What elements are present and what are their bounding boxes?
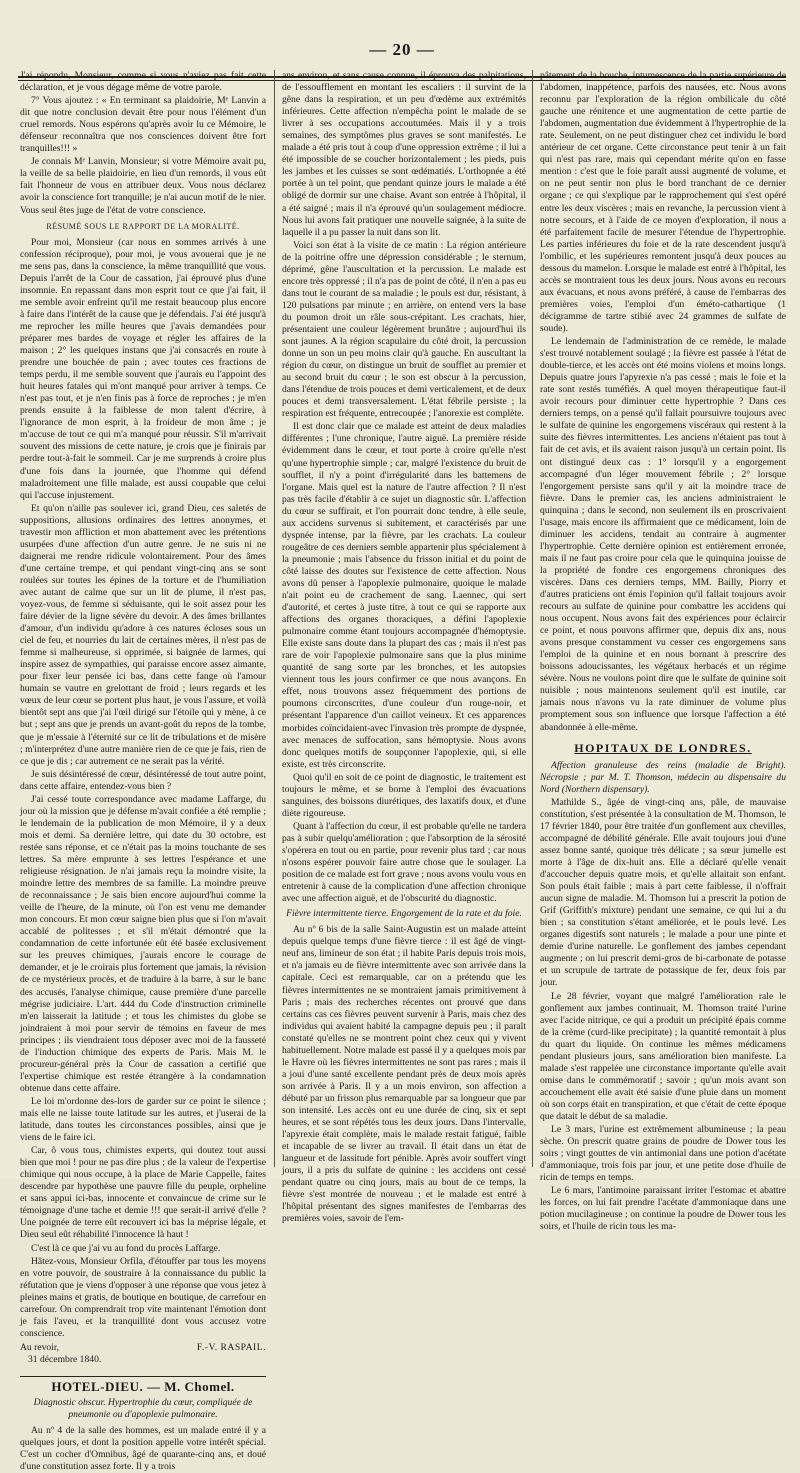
column-divider (532, 70, 533, 1167)
paragraph: Il est donc clair que ce malade est atteint de deux maladies différentes ; l'une chronique, l'autre aiguë. La première réside évidemment dans le cœur, et tout porte à croire qu'elle n'est qu'une hypertrophie simple ; car, malgré l'existence du bruit de soufflet, il n'y a point d'irrégularité dans les battemens de l'organe. Mais quel est la nature de l'autre affection ? Il n'est pas très facile d'établir à ce sujet un diagnostic sûr. L'affection du cœur se suffirait, et l'on pourrait donc tendre, à elle seule, aux accidens survenus si subitement, et caractérisés par une dyspnée intense, par la fièvre, par les crachats. La couleur rougeâtre de ces derniers semble appartenir plus spécialement à la pneumonie ; mais l'absence du frisson initial et du point de côté laisse des doutes sur l'existence de cette affection. Nous avons dû penser à l'apoplexie pulmonaire, quoique le malade n'ait point eu de crachement de sang. Laennec, qui sert d'autorité, et certes à juste titre, à tout ce qui se rapporte aux affections des organes thoraciques, a défini l'apoplexie pulmonaire comme étant toujours accompagnée d'hémoptysie. Elle existe sans doute dans la plupart des cas ; mais il n'est pas rare de voir l'apoplexie pulmonaire sans que la plus minime quantité de sang sorte par les bronches, et les autopsies viennent tous les jours confirmer ce que nous avançons. En effet, nous trouvons assez fréquemment des portions de poumons circonscrites, d'une couleur d'un rouge-noir, et présentant l'apparence d'un caillot veineux. Et ces apparences morbides coïncidaient-avec l'invasion très prompte de dyspnée, avec menaces de suffocation, sans hémoptysie. Nous avons donc quelques motifs de soupçonner l'apoplexie, qui, si elle existe, est très circonscrite. (282, 421, 526, 770)
column-left (20, 70, 266, 1473)
summary-heading: RÉSUMÉ SOUS LE RAPPORT DE LA MORALITÉ. (46, 221, 240, 231)
section-title-hotel-dieu: HOTEL-DIEU. — M. Chomel. (20, 1376, 266, 1393)
column-right (540, 70, 786, 1233)
paragraph: J'ai répondu, Monsieur, comme si vous n'aviez pas fait cette déclaration, et je vous dégage même de votre parole. (20, 70, 266, 94)
case-title: Fièvre intermittente tierce. Engorgement de la rate et du foie. (286, 908, 522, 920)
paragraph: Je suis désintéressé de cœur, désintéressé de tout autre point, dans cette affaire, entendez-vous bien ? (20, 768, 266, 792)
paragraph: Quant à l'affection du cœur, il est probable qu'elle ne tardera pas à subir quelqu'amélioration ; que l'absorption de la sérosité s'opérera en tout ou en partie, pour revenir plus tard ; car nous n'osons espérer pouvoir faire autre chose que le soulager. La position de ce malade est fort grave ; nous avons voulu vous en entretenir à cause de la complication d'une affection chronique avec une affection aiguë, et de l'obscurité du diagnostic. (282, 820, 526, 905)
page-header (18, 28, 786, 58)
paragraph: Car, ô vous tous, chimistes experts, qui doutez tout aussi bien que moi ! pour ne pas dire plus ; de la valeur de l'expertise chimique qui nous occupe, à la place de Marie Cappelle, faites descendre par hypothèse une pauvre fille du peuple, orpheline et sans appui ici-bas, innocente et convaincue de crime sur le témoignage d'une tache et demie !!! que serait-il arrivé d'elle ? Une poignée de terre eût recouvert ici bas la méprise légale, et Dieu seul eût réhabilité l'innocence là haut ! (20, 1145, 266, 1241)
column-divider (274, 70, 275, 1167)
closing: Au revoir, (20, 1341, 60, 1353)
paragraph: Quoi qu'il en soit de ce point de diagnostic, le traitement est toujours le même, et se borne à l'emploi des évacuations sanguines, des boissons diurétiques, des laxatifs doux, et d'une diète rigoureuse. (282, 771, 526, 819)
paragraph: Et qu'on n'aille pas soulever ici, grand Dieu, ces saletés de suppositions, allusions ordinaires des lettres anonymes, et travestir mon affliction et mon abattement avec les prétentions usurpées d'une affection d'un autre genre. Je ne suis ni ne daignerai me rendre ridicule volontairement. Pour des âmes d'une certaine trempe, et qui pendant vingt-cinq ans se sont roulées sur toutes les épines de la torture et de l'humiliation avec autant de calme que sur un lit de plume, il n'est pas, voyez-vous, de femme si séduisante, qui le soit assez pour les faire dévier de la ligne sévère du devoir. A des âmes brillantes d'amour, d'un individu qu'adore à ces natures écloses sous un ciel de feu, et nourries du lait de certaines mères, il n'est pas de femme si malheureuse, si opprimée, si baignée de larmes, qui inspire assez de sympathies, qui paraisse encore assez aimante, pour fixer leur pensée ici bas, dans cette fange où l'amour humain se vautre en grelottant de froid ; leurs regards et les vœux de leur cœur se portent plus haut, je vous l'assure, et voilà bientôt sept ans que j'ai l'œil dirigé sur l'étoile qui y mène, à ce but ; sept ans que je prends un avant-goût du repos de la tombe, que je m'essaie à l'éternité sur ce lit de tribulations et de misère ; m'interprétez d'une autre manière rien de ce que je fais, rien de ce que je dis ; car autrement ce ne serait pas la vérité. (20, 502, 266, 767)
paragraph: Hâtez-vous, Monsieur Orfila, d'étouffer par tous les moyens en votre pouvoir, de soustraire à la connaissance du public la réfutation que je viens d'opposer à une réponse que vous jetez à pleines mains et gratis, de boutique en boutique, de carrefour en carrefour. On comprendrait trop vite maintenant l'émotion dont je fais l'aveu, et la tranquillité dont vous accusez votre conscience. (20, 1255, 266, 1339)
paragraph: Au nº 6 bis de la salle Saint-Augustin est un malade atteint depuis quelque temps d'une fièvre tierce : il est âgé de vingt-neuf ans, limineur de son état ; il habite Paris depuis trois mois, et n'a jamais eu de fièvre intermittente avec son arrivée dans la capitale. Ceci est remarquable, car on a prétendu que les fièvres intermittentes ne se montraient jamais primitivement à Paris ; mais des recherches récentes ont prouvé que dans certains cas ces fièvres peuvent survenir à Paris, mais chez des individus qui avaient habité la campagne depuis peu ; il paraît constaté qu'elles ne se montrent point chez ceux qui y vivent habituellement. Notre malade est passé il y a quelques mois par le Havre où les fièvres intermittentes ne sont pas rares ; mais il a joui d'une santé excellente pendant près de deux mois après son arrivée à Paris. Il y a un mois environ, son affection a débuté par un frisson plus remarquable par sa longueur que par son intensité. Les accès ont eu une durée de cinq, six et sept heures, et se sont répétés tous les deux jours. Dans l'intervalle, l'apyrexie était complète, mais le malade restait fatigué, faible et incapable de se livrer au travail. Il était dans un état de langueur et de lassitude fort pénible. Après avoir souffert vingt jours, il a pris du sulfate de quinine : les accidens ont cessé pendant quatre ou cinq jours, mais au bout de ce temps, la fièvre s'est montrée de nouveau ; et le malade est entré à l'hôpital présentant des signes manifestes de l'embarras des premières voies, savoir de l'em- (282, 924, 526, 1225)
case-title: Affection granuleuse des reins (maladie de Bright). Nécropsie ; par M. T. Thomson, médecin au dispensaire du Nord (Northern dispensary). (540, 759, 786, 795)
case-title: Diagnostic obscur. Hypertrophie du cœur, compliquée de pneumonie ou d'apoplexie pulmonaire. (33, 1397, 253, 1421)
paragraph: Le 28 février, voyant que malgré l'amélioration rale le gonflement aux jambes continuait, M. Thomson traité l'urine avec l'acide nitrique, ce qui a produit un précipité épais comme de la crème (curd-like precipitate) ; la quantité remontait à plus du quart du liquide. On continue les mêmes médicamens pendant plusieurs jours, sans amélioration bien manifeste. La malade s'est rappelée une circonstance importante qu'elle avait omise dans le commémoratif ; savoir ; qu'un mois avant son accouchement elle avait été saisie d'une pluie dans un moment où son corps était en transpiration, et que c'était de cette époque que datait le début de sa maladie. (540, 990, 786, 1122)
paragraph: Le loi m'ordonne des-lors de garder sur ce point le silence ; mais elle ne laisse toute latitude sur les autres, et j'userai de la latitude, dans toutes les circonstances possibles, ainsi que je viens de le faire ici. (20, 1095, 266, 1144)
paragraph: Le 3 mars, l'urine est extrêmement albumineuse ; la peau sèche. On prescrit quatre grains de poudre de Dower tous les soirs ; vingt gouttes de vin antimonial dans une potion d'acétate d'ammoniaque, trois fois par jour, et une petite dose d'huile de ricin de temps en temps. (540, 1124, 786, 1184)
paragraph: pâtement de la bouche, intumescence de la partie supérieure de l'abdomen, inappétence, parfois des nausées, etc. Nous avons reconnu par l'exploration de la région ombilicale du côté gauche une rénitence et une augmentation de cette partie de l'abdomen, augmentation due évidemment à l'hypertrophie de la rate. Seulement, on ne peut distinguer chez cet individu le bord antérieur de cet organe. Cette circonstance peut tenir à un fait qui n'est pas rare, mais qui cependant mérite qu'on en fasse mention : c'est que le foie paraît aussi augmenté de volume, et on ne peut sentir non plus le bord tranchant de ce dernier organe ; ce qui s'explique par le rapprochement qui s'est opéré entre les deux viscères ; mais en revanche, la percussion vient à notre secours, et à l'aide de ce moyen d'exploration, il nous a été parfaitement facile de mesurer l'étendue de l'hypertrophie. Les parties inférieures du foie et de la rate descendent jusqu'à l'ombilic, et les supérieures remontent jusqu'à deux pouces au dessous du mamelon. Lorsque le malade est entré à l'hôpital, les accès se montraient tous les deux jours. Nous avons eu recours aux évacuans, et nous avons préféré, à cause de l'embarras des premières voies, l'emploi d'un éméto-cathartique (1 décigramme de tartre stibié avec 24 grammes de sulfate de soude). (540, 70, 786, 334)
paragraph: Mathilde S., âgée de vingt-cinq ans, pâle, de mauvaise constitution, s'est présentée à la consultation de M. Thomson, le 17 février 1840, pour être traitée d'un gonflement aux chevilles, accompagné de débilité générale. Elle avait toujours joui d'une assez bonne santé, quoique très délicate ; sa sœur jumelle est morte à l'âge de dix-huit ans. Elle a déclaré qu'elle venait d'accoucher depuis quatre mois, et qu'elle allaitait son enfant. Son pouls était faible ; mais à part cette faiblesse, il n'offrait aucun signe de maladie. M. Thomson lui a prescrit la potion de Grif (Griffith's mixture) pendant une semaine, ce qui lui a du bien ; sa constitution s'étant améliorée, et le pouls levé. Les organes digestifs sont naturels ; le malade a pour une pinte et demie d'urine naturelle. Le gonflement des jambes cependant augmente ; on lui prescrit demi-gros de bi-carbonate de potasse et un scrupule de tartrate de potassique de fer, deux fois par jour. (540, 796, 786, 989)
paragraph: Je connais Mᵉ Lanvin, Monsieur; si votre Mémoire avait pu, la veille de sa belle plaidoirie, en lieu d'un remords, il vous eût fait l'honneur de vous en attribuer deux. Vous nous déclarez avoir la conscience fort tranquille; je n'ai aucun motif de le nier. Vous seul êtes juge de l'état de votre conscience. (20, 156, 266, 216)
letter-date: 31 décembre 1840. (28, 1353, 102, 1365)
signature: F.-V. RASPAIL. (196, 1341, 266, 1353)
paragraph: Au nº 4 de la salle des hommes, est un malade entré il y a quelques jours, et dont la position appelle votre intérêt spécial. C'est un cocher d'Omnibus, âgé de quarante-cinq ans, et doué d'une constitution assez forte. Il y a trois (20, 1425, 266, 1473)
signoff (20, 1342, 266, 1366)
paragraph: ans environ, et sans cause connue, il éprouva des palpitations, de l'essoufflement en montant les escaliers : il survint de la gêne dans la respiration, et un peu d'œdème aux extrémités inférieures. Cette affection n'empêcha point le malade de se livrer à ses occupations accoutumées. Mais il y a trois semaines, des symptômes plus graves se sont manifestés. Le malade a été pris tout à coup d'une oppression extrême ; il lui a été impossible de se coucher horizontalement ; les pieds, puis les jambes et les cuisses se sont œdématiés. L'orthopnée a été portée à un tel point, que pendant quinze jours le malade a été obligé de dormir sur une chaise. Avant son entrée à l'hôpital, il a été saigné ; mais il n'a éprouvé qu'un soulagement médiocre. Nous lui avons fait pratiquer une nouvelle saignée, à la suite de laquelle il a pu passer la nuit dans son lit. (282, 70, 526, 238)
column-middle (282, 70, 526, 1225)
paragraph: 7° Vous ajoutez : « En terminant sa plaidoirie, Mᵉ Lanvin a dit que notre conclusion devait être pour nous l'élément d'un cruel remords. Nous espérons qu'après avoir lu ce Mémoire, le défenseur reconnaîtra que nos consciences doivent être fort tranquilles!!! » (20, 95, 266, 155)
paragraph: C'est là ce que j'ai vu au fond du procès Laffarge. (31, 1242, 221, 1254)
paragraph: Le 6 mars, l'antimoine paraissant irriter l'estomac et abattre les forces, on lui fait prendre l'acétate d'ammoniaque dans une potion mucilagineuse ; on continue la poudre de Dower tous les soirs, et l'huile de ricin tous les ma- (540, 1185, 786, 1233)
paragraph: Voici son état à la visite de ce matin : La région antérieure de la poitrine offre une dépression considérable ; le sternum, déprimé, gêne l'auscultation et la percussion. Le malade est encore très oppressé ; il n'a pas de point de côté, il n'en a pas eu dans tout le courant de sa maladie ; le pouls est dur, résistant, à 120 pulsations par minute ; en arrière, on entend vers la base du poumon droit un râle sous-crépitant. Les crachats, hier, présentaient une couleur légèrement brunâtre ; aujourd'hui ils sont jaunes. A la région scapulaire du côté droit, la percussion donne un son un peu moins clair qu'à gauche. En auscultant la région du cœur, on distingue un bruit de soufflet au premier et au second bruit du cœur ; le son est obscur à la percussion, dans l'étendue de trois pouces et demi verticalement, et de deux pouces et demi transversalement. L'état fébrile persiste ; la respiration est fréquente, entrecoupée ; l'anorexie est complète. (282, 239, 526, 420)
page-number: — 20 — (369, 40, 435, 59)
paragraph: Pour moi, Monsieur (car nous en sommes arrivés à une confession réciproque), pour moi, je vous avouerai que je ne me sens pas, dans la conscience, la même tranquillité que vous. Depuis l'arrêt de la Cour de cassation, j'ai éprouvé plus d'une insomnie. En repassant dans mon esprit tout ce que j'ai fait, il me semble avoir enfreint qu'il me restait beaucoup plus encore à faire dans l'intérêt de la cause que je défendais. J'ai été jusqu'à me reprocher les mille heures que j'avais demandées pour préparer mes bardes de voyage et régler les affaires de la maison ; 2° les quelques instans que j'ai consacrés en route à prendre une bouchée de pain ; avec toutes ces fractions de temps perdu, il me semble souvent que j'aurais eu l'appoint des huit heures fatales qui m'ont manqué pour arriver à temps. Ce n'est pas tout, et je n'en finis pas à force de reproches ; je m'en prends ensuite à la faiblesse de mon talent d'écrire, à l'ignorance de mon esprit, à la froideur de mon âme ; je m'accuse de tout ce qui m'a manqué pour réussir. S'il m'arrivait souvent des missions de cette nature, je crois que je finirais par perdre tout-à-fait le sommeil. Car je me surprends à croire plus d'une fois dans la journée, que l'homme qui défend maladroitement une fille malade, est aussi coupable que celui qui l'accuse injustement. (20, 236, 266, 501)
section-title-hopitaux-londres: HOPITAUX DE LONDRES. (574, 740, 752, 755)
paragraph: J'ai cessé toute correspondance avec madame Laffarge, du jour où la mission que je défense m'avait confiée a été remplie ; le lendemain de la publication de mon Mémoire, il y a deux mois et demi. Sa dernière lettre, qui date du 30 octobre, est restée sans réponse, et ce n'était pas la moins touchante de ses lettres. Sa mère emprunte à ses lettres l'espérance et une religieuse résignation. Je n'ai jamais reçu la moindre visite, la moindre lettre des membres de sa famille. La moindre preuve de reconnaissance ; Je sais bien encore aujourd'hui comme la veille de l'heure, de la minute, où l'on est venu me demander mon concours. Et mon cœur saigne bien plus que si l'on m'avait accablé de politesses ; et s'il m'était démontré que la condamnation de cette infortunée eût été basée exclusivement sur les preuves chimiques, j'aurais encore le courage de demander, et je le croirais plus fortement que jamais, la révision de ce mystérieux procès, et de traduire à la barre, à sur le banc des accusés, l'analyse chimique, cause première d'une parcelle mégrise judiciaire. L'art. 444 du Code d'instruction criminelle m'en laisserait la latitude ; et tous les chimistes du globe se joindraient à moi pour servir de témoins en faveur de mes principes ; ils viendraient tous déposer avec moi de la fausseté de l'induction chimique des experts de Paris. Mais M. le procureur-général près la Cour de cassation a certifié que l'expertise chimique est restée étrangère à la condamnation obtenue dans cette affaire. (20, 793, 266, 1094)
paragraph: Le lendemain de l'administration de ce remède, le malade s'est trouvé notablement soulagé ; la fièvre est passée à l'état de double-tierce, et les accès ont été moins violens et moins longs. Depuis quatre jours l'apyrexie n'a pas cessé ; mais le foie et la rate sont restés tuméfiés. A quel moyen thérapeutique faut-il avoir recours pour diminuer cette hypertrophie ? Dans ces derniers temps, on a pensé qu'il fallait poursuivre toujours avec le sulfate de quinine les engorgemens viscéraux qui restent à la suite des fièvres intermittentes. Les anciens n'étaient pas tout à fait de cet avis, et ils avaient raison jusqu'à un certain point. Ils ont distingué deux cas : 1° lorsqu'il y a engorgement accompagné d'un léger mouvement fébrile ; 2° lorsque l'engorgement persiste sans qu'il y ait la moindre trace de fièvre. Dans le premier cas, les anciens administraient le quinquina ; dans le second, non seulement ils en proscrivaient l'usage, mais encore ils affirmaient que ce médicament, loin de diminuer les accidens, tendait au contraire à augmenter l'hypertrophie. Cette dernière opinion est entièrement erronée, mais il ne faut pas croire pour cela que le quinquina jouisse de la propriété de fondre ces engorgemens chroniques des viscères. Dans ces derniers temps, MM. Bailly, Piorry et d'autres praticiens ont émis l'opinion qu'il fallait toujours avoir recours au sulfate de quinine pour combattre les accidens qui nous occupent. Nous avons fait des expériences pour éclaircir ce point, et nous pouvons affirmer que, depuis dix ans, nous avons presque constamment vu cesser ces engorgemens sans l'emploi de la quinine et en nous bornant à prescrire des boissons adoucissantes, les végétaux herbacés et un régime sévère. Nous ne voulons point dire que le sulfate de quinine soit nuisible ; nous maintenons seulement qu'il est inutile, car jamais nous n'avons vu la rate diminuer de volume plus promptement sous son influence que lorsque l'affection a été abandonnée à elle-même. (540, 336, 786, 733)
